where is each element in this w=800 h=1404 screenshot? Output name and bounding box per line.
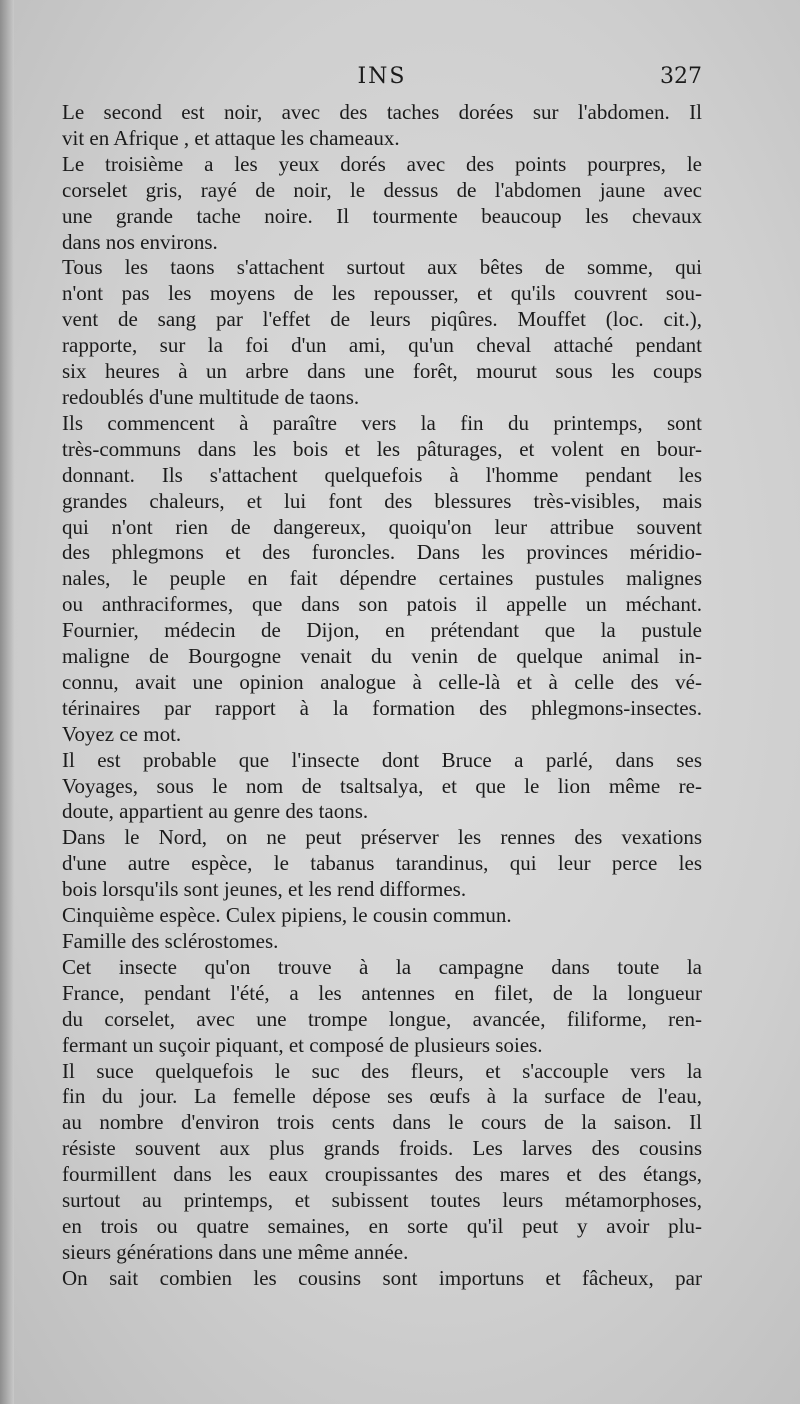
text-line: grandes chaleurs, et lui font des blessures très-visibles, mais [62, 488, 702, 513]
text-line: Cet insecte qu'on trouve à la campagne dans toute la [62, 954, 702, 979]
text-line: fourmillent dans les eaux croupissantes des mares et des étangs, [62, 1162, 702, 1187]
text-line: des phlegmons et des furoncles. Dans les provinces méridio- [62, 540, 702, 565]
text-line: Dans le Nord, on ne peut préserver les rennes des vexations [62, 825, 702, 850]
text-line: qui n'ont rien de dangereux, quoiqu'on leur attribue souvent [62, 514, 702, 539]
text-line: Il est probable que l'insecte dont Bruce a parlé, dans ses [62, 747, 702, 772]
text-line: Fournier, médecin de Dijon, en prétendant que la pustule [62, 618, 702, 643]
text-line: fermant un suçoir piquant, et composé de plusieurs soies. [62, 1032, 543, 1057]
text-line: fin du jour. La femelle dépose ses œufs à la surface de l'eau, [62, 1084, 702, 1109]
text-line: six heures à un arbre dans une forêt, mourut sous les coups [62, 359, 702, 384]
text-line: France, pendant l'été, a les antennes en filet, de la longueur [62, 980, 702, 1005]
text-line: corselet gris, rayé de noir, le dessus de l'abdomen jaune avec [62, 177, 702, 202]
text-line: sieurs générations dans une même année. [62, 1239, 409, 1264]
page-gutter-shadow [0, 0, 14, 1404]
text-line: Tous les taons s'attachent surtout aux bêtes de somme, qui [62, 255, 702, 280]
text-line: résiste souvent aux plus grands froids. Les larves des cousins [62, 1136, 702, 1161]
text-line: térinaires par rapport à la formation des phlegmons-insectes. [62, 695, 702, 720]
page-number: 327 [660, 64, 702, 89]
text-line: vent de sang par l'effet de leurs piqûres. Mouffet (loc. cit.), [62, 307, 702, 332]
text-line: en trois ou quatre semaines, en sorte qu'il peut y avoir plu- [62, 1213, 702, 1238]
running-head: INS [357, 64, 407, 89]
text-line: dans nos environs. [62, 229, 218, 254]
text-line: Le second est noir, avec des taches dorées sur l'abdomen. Il [62, 100, 702, 124]
text-line: bois lorsqu'ils sont jeunes, et les rend difformes. [62, 877, 467, 902]
text-line: Il suce quelquefois le suc des fleurs, et s'accouple vers la [62, 1058, 702, 1083]
text-line: doute, appartient au genre des taons. [62, 799, 369, 824]
body-text [62, 100, 702, 1292]
text-line: Cinquième espèce. Culex pipiens, le cousin commun. [62, 903, 512, 928]
text-line: vit en Afrique , et attaque les chameaux. [62, 125, 400, 150]
text-line: Le troisième a les yeux dorés avec des points pourpres, le [62, 151, 702, 176]
text-line: une grande tache noire. Il tourmente beaucoup les chevaux [62, 203, 702, 228]
text-line: du corselet, avec une trompe longue, avancée, filiforme, ren- [62, 1006, 702, 1031]
text-line: au nombre d'environ trois cents dans le cours de la saison. Il [62, 1110, 702, 1135]
text-line: On sait combien les cousins sont importuns et fâcheux, par [62, 1265, 702, 1290]
text-line: nales, le peuple en fait dépendre certaines pustules malignes [62, 566, 702, 591]
text-line: d'une autre espèce, le tabanus tarandinus, qui leur perce les [62, 851, 702, 876]
text-line: ou anthraciformes, que dans son patois il appelle un méchant. [62, 592, 702, 617]
text-line: surtout au printemps, et subissent toutes leurs métamorphoses, [62, 1188, 702, 1213]
page-header [62, 64, 702, 94]
text-line: redoublés d'une multitude de taons. [62, 384, 360, 409]
text-line: connu, avait une opinion analogue à celle-là et à celle des vé- [62, 669, 702, 694]
text-line: Voyages, sous le nom de tsaltsalya, et que le lion même re- [62, 773, 702, 798]
text-line: donnant. Ils s'attachent quelquefois à l'homme pendant les [62, 462, 702, 487]
text-line: Famille des sclérostomes. [62, 929, 279, 953]
text-line: rapporte, sur la foi d'un ami, qu'un cheval attaché pendant [62, 333, 702, 358]
text-line: maligne de Bourgogne venait du venin de quelque animal in- [62, 644, 702, 669]
text-line: Voyez ce mot. [62, 721, 182, 746]
text-line: Ils commencent à paraître vers la fin du printemps, sont [62, 410, 702, 435]
text-line: n'ont pas les moyens de les repousser, et qu'ils couvrent sou- [62, 281, 702, 306]
text-line: très-communs dans les bois et les pâturages, et volent en bour- [62, 436, 702, 461]
